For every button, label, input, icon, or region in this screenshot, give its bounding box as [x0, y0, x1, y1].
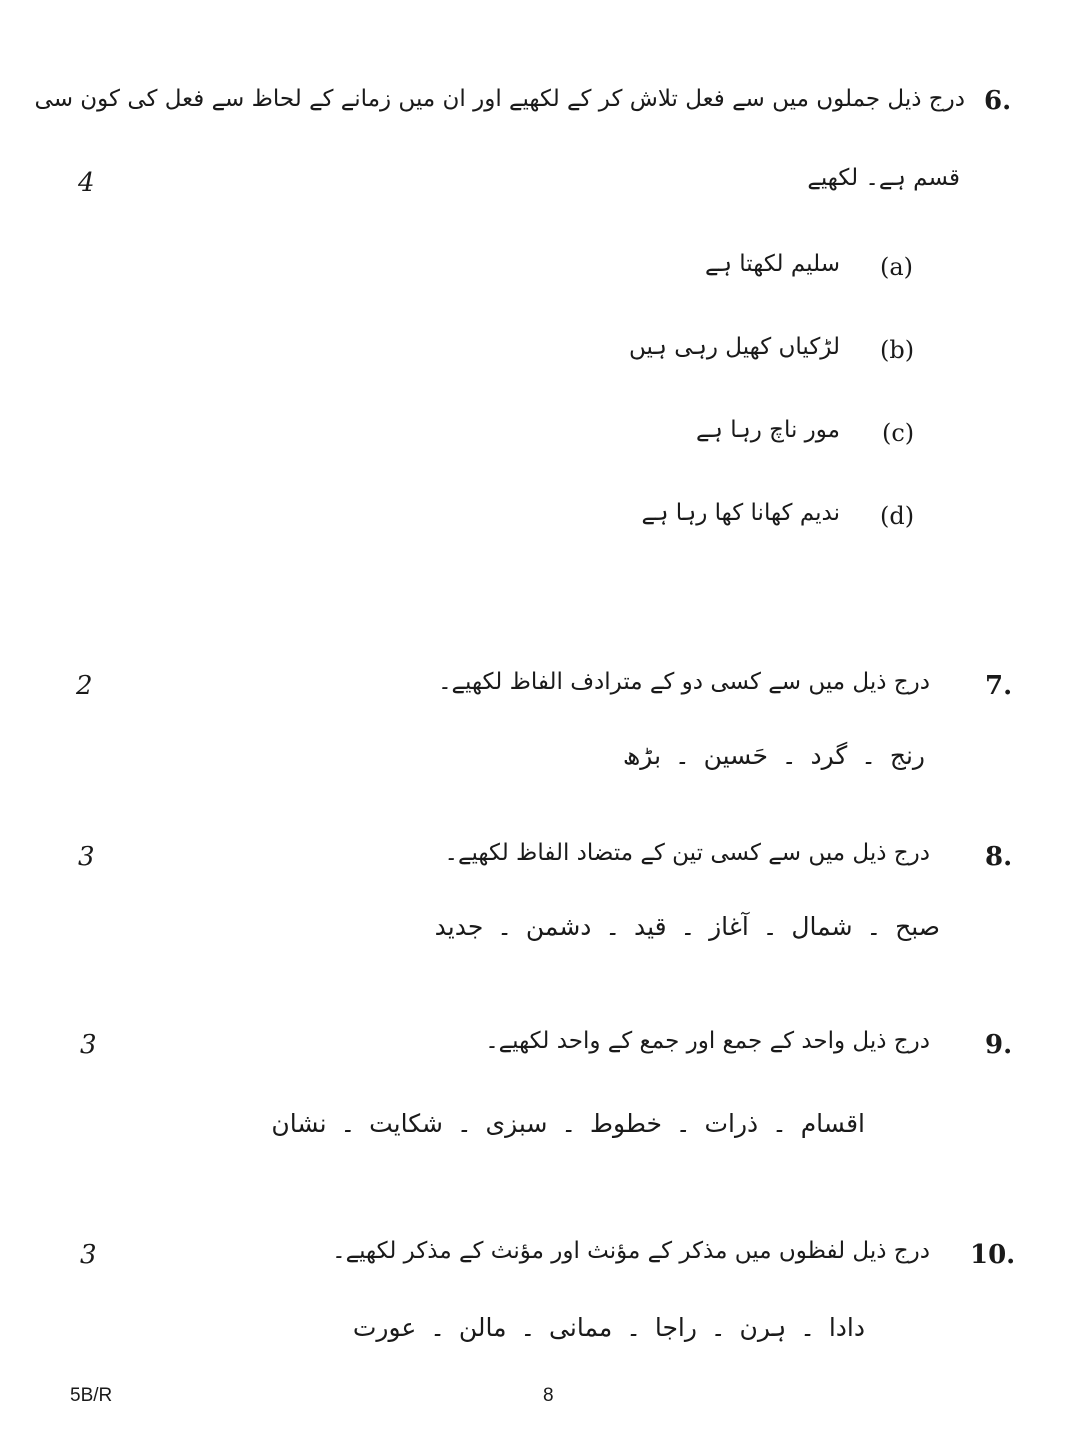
paper-code: 5B/R	[70, 1385, 113, 1406]
question-7-number: 7.	[985, 671, 1013, 701]
question-6-item-c-text: مور ناچ رہا ہے	[695, 417, 840, 443]
question-10-text: درج ذیل لفظوں میں مذکر کے مؤنث اور مؤنث کے مذکر لکھیے۔	[332, 1238, 930, 1264]
question-6-item-a-text: سلیم لکھتا ہے	[705, 251, 840, 277]
question-10-number: 10.	[970, 1240, 1016, 1270]
question-8-number: 8.	[985, 842, 1013, 872]
question-6-text-line2: قسم ہے۔ لکھیے	[807, 165, 960, 191]
question-9-marks: 3	[80, 1030, 97, 1060]
question-6-item-b-label: (b)	[880, 336, 915, 364]
question-9-text: درج ذیل واحد کے جمع اور جمع کے واحد لکھیے۔	[485, 1028, 930, 1054]
question-9-words: اقسام ۔ ذرات ۔ خطوط ۔ سبزی ۔ شکایت ۔ نشان	[271, 1109, 865, 1138]
question-6-item-a-label: (a)	[880, 253, 914, 281]
page-number: 8	[543, 1385, 554, 1406]
question-7-text: درج ذیل میں سے کسی دو کے مترادف الفاظ لکھیے۔	[438, 669, 930, 695]
question-6-item-d-text: ندیم کھانا کھا رہا ہے	[641, 500, 840, 526]
question-8-words: صبح ۔ شمال ۔ آغاز ۔ قید ۔ دشمن ۔ جدید	[434, 912, 940, 941]
question-9-number: 9.	[985, 1030, 1013, 1060]
question-6-marks: 4	[78, 168, 95, 198]
question-6-number: 6.	[984, 86, 1012, 116]
question-8-text: درج ذیل میں سے کسی تین کے متضاد الفاظ لکھیے۔	[444, 840, 930, 866]
question-6-item-b-text: لڑکیاں کھیل رہی ہیں	[628, 334, 840, 360]
question-6-item-c-label: (c)	[882, 419, 915, 447]
question-6-text-line1: درج ذیل جملوں میں سے فعل تلاش کر کے لکھیے اور ان میں زمانے کے لحاظ سے فعل کی کون سی	[34, 86, 965, 112]
question-10-marks: 3	[80, 1240, 97, 1270]
question-7-marks: 2	[76, 671, 93, 701]
question-10-words: دادا ۔ ہرن ۔ راجا ۔ ممانی ۔ مالن ۔ عورت	[352, 1313, 865, 1342]
question-7-words: رنج ۔ گرد ۔ حَسین ۔ بڑھ	[622, 741, 925, 770]
question-6-item-d-label: (d)	[880, 502, 915, 530]
question-8-marks: 3	[78, 842, 95, 872]
